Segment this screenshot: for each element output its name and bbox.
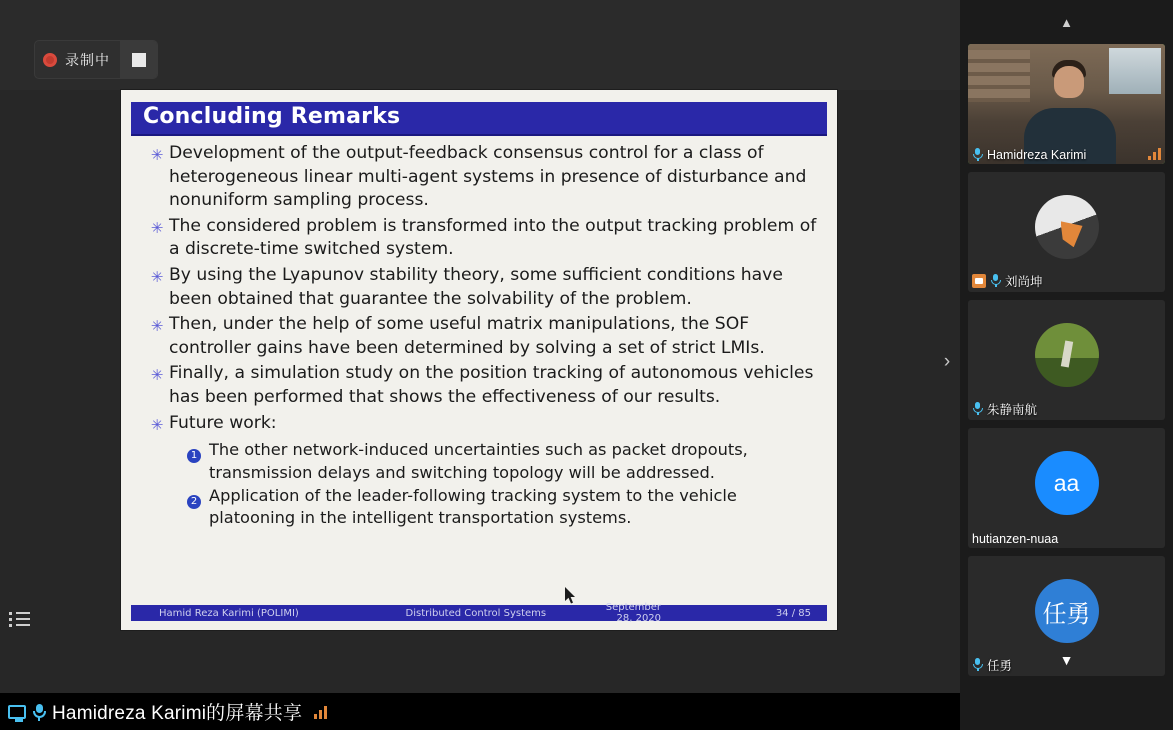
participant-avatar-initials: aa <box>1035 451 1099 515</box>
participant-avatar-initials: 任勇 <box>1035 579 1099 643</box>
slide-bullet <box>145 142 825 213</box>
slide-sub-bullet <box>187 485 825 530</box>
chevron-right-icon[interactable]: › <box>943 351 951 372</box>
slide-footer-author: Hamid Reza Karimi (POLIMI) <box>159 607 299 619</box>
monitor-share-icon <box>8 705 26 719</box>
sub-bullet-number: 2 <box>187 495 201 509</box>
stop-square-icon <box>132 53 146 67</box>
recording-label: 录制中 <box>65 51 110 68</box>
slide-body <box>145 142 825 531</box>
numbered-bullet-icon <box>187 439 209 484</box>
participant-avatar <box>1035 323 1099 387</box>
participant-tile-1[interactable] <box>968 172 1165 292</box>
sub-bullet-number: 1 <box>187 449 201 463</box>
share-status-bar <box>0 693 327 730</box>
participant-name: Hamidreza Karimi <box>987 148 1087 162</box>
slide-bullet-text: Then, under the help of some useful matrix manipulations, the SOF controller gains have been determined by solving a set of strict LMIs. <box>169 314 765 358</box>
slide-sub-bullet-text: Application of the leader-following tracking system to the vehicle platooning in the intelligent transportation systems. <box>209 485 737 528</box>
chevron-down-icon[interactable]: ▼ <box>1059 652 1074 668</box>
participant-name: 朱静南航 <box>987 403 1038 417</box>
participant-tile-2[interactable] <box>968 300 1165 420</box>
microphone-icon <box>972 148 983 162</box>
slide-footer-date: September 28, 2020 <box>605 602 662 624</box>
chevron-up-icon[interactable]: ▲ <box>1060 14 1073 30</box>
participant-name-row <box>968 398 1041 420</box>
bullet-asterisk-icon: ✳ <box>150 267 164 286</box>
presentation-slide <box>121 90 837 630</box>
slide-bullet <box>145 215 825 262</box>
slide-bullet-text: Future work: <box>169 412 277 433</box>
bullet-asterisk-icon: ✳ <box>150 218 164 237</box>
record-dot-icon <box>35 53 65 67</box>
bullet-asterisk-icon: ✳ <box>150 146 164 164</box>
mouse-cursor-icon <box>565 587 577 605</box>
participant-video-strip <box>960 0 1173 730</box>
participant-name: 刘尚坤 <box>1005 275 1043 289</box>
slide-sub-bullet-text: The other network-induced uncertainties such as packet dropouts, transmission delays and switching topology will be addressed. <box>209 440 748 482</box>
slide-sub-bullet-list <box>187 439 825 530</box>
slide-bullet <box>145 264 825 311</box>
microphone-icon[interactable] <box>32 703 46 721</box>
recording-indicator[interactable] <box>35 41 157 78</box>
signal-bars-icon <box>1148 148 1161 160</box>
stop-recording-button[interactable] <box>120 41 157 78</box>
slide-title: Concluding Remarks <box>143 104 401 129</box>
participant-name: 任勇 <box>987 659 1013 673</box>
camera-off-icon <box>972 274 986 288</box>
slide-sub-bullet <box>187 439 825 484</box>
slide-footer-topic: Distributed Control Systems <box>405 607 547 619</box>
list-view-icon[interactable] <box>6 606 32 632</box>
numbered-bullet-icon <box>187 485 209 530</box>
participant-tile-0[interactable] <box>968 44 1165 164</box>
participant-name-row <box>968 146 1090 164</box>
bullet-asterisk-icon: ✳ <box>150 415 164 434</box>
share-status-text: Hamidreza Karimi的屏幕共享 <box>52 703 303 724</box>
microphone-icon <box>972 402 983 416</box>
bullet-asterisk-icon: ✳ <box>150 317 164 336</box>
signal-bars-icon <box>314 705 327 719</box>
bullet-asterisk-icon: ✳ <box>150 366 164 385</box>
participant-avatar <box>1035 195 1099 259</box>
slide-footer <box>131 602 827 624</box>
slide-bullet-text: The considered problem is transformed into the output tracking problem of a discrete-time switched system. <box>169 215 817 260</box>
slide-bullet-text: By using the Lyapunov stability theory, some sufficient conditions have been obtained that guarantee the solvability of the problem. <box>169 264 783 309</box>
participant-name: hutianzen-nuaa <box>972 532 1059 546</box>
microphone-icon <box>990 274 1001 288</box>
slide-bullet <box>145 412 825 438</box>
slide-footer-page: 34 / 85 <box>775 607 811 619</box>
slide-bullet-text: Finally, a simulation study on the position tracking of autonomous vehicles has been performed that shows the effectiveness of our results. <box>169 363 814 407</box>
slide-bullet-text: Development of the output-feedback consensus control for a class of heterogeneous linear multi-agent systems in presence of disturbance and nonuniform sampling process. <box>169 143 807 211</box>
slide-bullet <box>145 313 825 360</box>
slide-bullet <box>145 362 825 409</box>
participant-name-row <box>968 270 1047 292</box>
participant-tile-3[interactable] <box>968 428 1165 548</box>
